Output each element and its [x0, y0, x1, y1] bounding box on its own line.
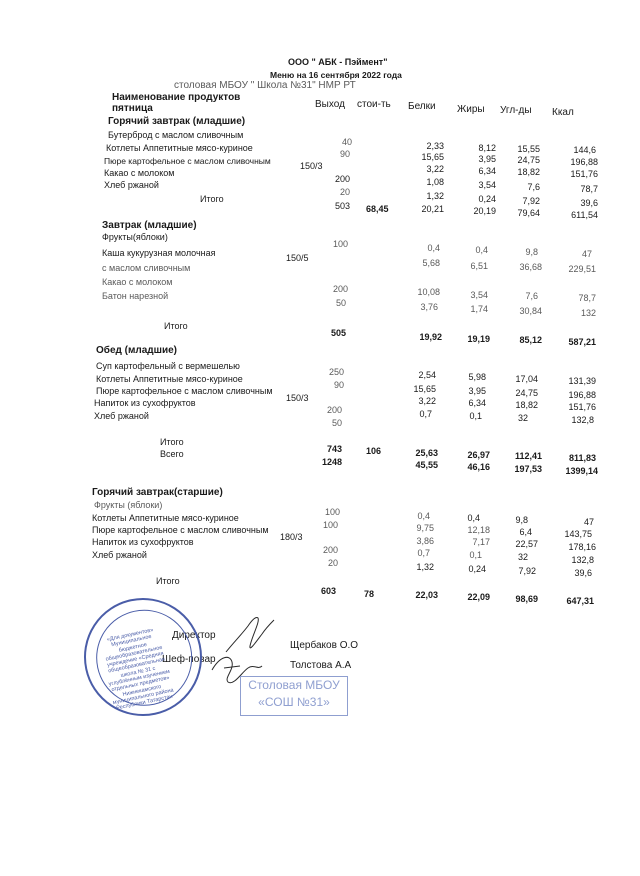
dish-carbs: 18,82	[515, 400, 538, 410]
dish-protein: 3,22	[426, 164, 444, 174]
school-name: столовая МБОУ " Школа №31" НМР РТ	[174, 80, 356, 91]
dish-protein: 0,4	[427, 243, 440, 253]
col-output-header: Выход	[315, 99, 345, 110]
dish-name: Хлеб ржаной	[94, 411, 149, 421]
dish-fat: 3,95	[478, 154, 496, 164]
dish-fat: 3,95	[468, 386, 486, 396]
dish-name: Пюре картофельное с маслом сливочным	[92, 525, 269, 535]
dish-fat: 6,51	[470, 261, 488, 271]
dish-carbs: 9,8	[525, 247, 538, 257]
total-cost: 68,45	[366, 204, 389, 214]
total-output: 743	[326, 444, 342, 454]
total-cost: 106	[366, 446, 382, 456]
total-kcal: 611,54	[571, 210, 598, 220]
total-kcal: 587,21	[568, 337, 596, 347]
dish-output: 250	[328, 367, 344, 377]
dish-protein: 2,54	[418, 370, 436, 380]
dish-kcal: 39,6	[580, 198, 598, 208]
dish-name: Пюре картофельное с маслом сливочным	[96, 386, 273, 396]
dish-protein: 1,08	[426, 177, 444, 187]
canteen-stamp	[240, 676, 348, 716]
dish-kcal: 47	[583, 517, 594, 527]
chef-label: Шеф-повар	[162, 654, 216, 665]
dish-carbs: 17,04	[515, 374, 538, 384]
section-title: Горячий завтрак (младшие)	[108, 116, 246, 127]
total-protein: 19,92	[419, 332, 442, 342]
total-protein: 20,21	[421, 204, 444, 214]
dish-carbs: 22,57	[515, 539, 538, 549]
dish-protein: 0,4	[417, 511, 430, 521]
dish-output: 100	[332, 239, 348, 249]
dish-kcal: 229,51	[568, 264, 596, 274]
dish-name: Хлеб ржаной	[92, 550, 147, 560]
chef-name: Толстова А.А	[290, 660, 352, 671]
dish-kcal: 78,7	[578, 293, 596, 303]
dish-protein: 1,32	[416, 562, 434, 572]
dish-output: 90	[339, 149, 350, 159]
dish-output: 100	[324, 507, 340, 517]
dish-kcal: 132	[580, 308, 596, 318]
dish-carbs: 6,4	[519, 527, 532, 537]
dish-protein: 15,65	[413, 384, 436, 394]
org-name: ООО " АБК - Пэймент"	[288, 57, 388, 67]
grand-total-output: 1248	[321, 457, 342, 467]
dish-carbs: 7,6	[527, 182, 540, 192]
section-title: Завтрак (младшие)	[102, 220, 197, 231]
section-title: Обед (младшие)	[96, 345, 178, 356]
dish-kcal: 143,75	[564, 529, 592, 539]
total-carbs: 98,69	[515, 594, 538, 604]
dish-fat: 7,17	[472, 537, 490, 547]
dish-output: 50	[335, 298, 346, 308]
total-fat: 22,09	[467, 592, 490, 602]
dish-output: 200	[334, 174, 350, 184]
dish-protein: 1,32	[426, 191, 444, 201]
director-label: Директор	[172, 630, 216, 641]
dish-name: Каша кукурузная молочная	[102, 248, 216, 258]
dish-carbs: 30,84	[519, 306, 542, 316]
dish-carbs: 7,92	[518, 566, 536, 576]
col-name-header: Наименование продуктов	[112, 92, 241, 103]
dish-fat: 0,1	[469, 550, 482, 560]
total-fat: 20,19	[473, 206, 496, 216]
dish-output: 50	[331, 418, 342, 428]
dish-protein: 2,33	[426, 141, 444, 151]
dish-output: 40	[341, 137, 352, 147]
grand-total-protein: 45,55	[415, 460, 438, 470]
dish-name: Напиток из сухофруктов	[94, 398, 196, 408]
dish-fat: 3,54	[478, 180, 496, 190]
dish-fat: 12,18	[467, 525, 490, 535]
dish-carbs: 32	[517, 413, 528, 423]
dish-carbs: 9,8	[515, 515, 528, 525]
dish-carbs: 32	[517, 552, 528, 562]
dish-output: 200	[326, 405, 342, 415]
dish-carbs: 18,82	[517, 167, 540, 177]
stamp-text: «Для документов» Муниципальное бюджетное общеобразовательное учреждение «Средняя общеобразовательная школа № 31 с углублённым изучением отдельных предметов» Нижнекамского муниципального района Республики Татарстан	[105, 627, 175, 712]
total-cost: 78	[364, 589, 375, 599]
col-kcal-header: Ккал	[552, 107, 574, 118]
dish-output: 200	[322, 545, 338, 555]
dish-output: 200	[332, 284, 348, 294]
canteen-stamp-line1: Столовая МБОУ	[248, 678, 340, 692]
dish-name: Пюре картофельное с маслом сливочным	[104, 156, 271, 166]
dish-output: 20	[339, 187, 350, 197]
dish-kcal: 196,88	[570, 157, 598, 167]
total-output: 505	[330, 328, 346, 338]
school-round-stamp	[73, 587, 213, 727]
dish-protein: 5,68	[422, 258, 440, 268]
dish-fat: 8,12	[478, 143, 496, 153]
dish-fat: 6,34	[478, 166, 496, 176]
total-output: 503	[334, 201, 350, 211]
total-label: Итого	[200, 194, 224, 204]
dish-protein: 3,76	[420, 302, 438, 312]
col-protein-header: Белки	[408, 101, 436, 112]
dish-name: с маслом сливочным	[102, 263, 191, 273]
dish-kcal: 178,16	[568, 542, 596, 552]
total-protein: 22,03	[415, 590, 438, 600]
total-output: 603	[320, 586, 336, 596]
dish-output: 20	[327, 558, 338, 568]
grand-total-fat: 46,16	[467, 462, 490, 472]
dish-kcal: 151,76	[568, 402, 596, 412]
dish-name: Бутерброд с маслом сливочным	[108, 130, 244, 140]
total-fat: 26,97	[467, 450, 490, 460]
section-title: Горячий завтрак(старшие)	[92, 487, 223, 498]
dish-kcal: 196,88	[568, 390, 596, 400]
dish-kcal: 144,6	[573, 145, 596, 155]
dish-name: Батон нарезной	[102, 291, 169, 301]
total-protein: 25,63	[415, 448, 438, 458]
dish-carbs: 7,92	[522, 196, 540, 206]
grand-total-carbs: 197,53	[514, 464, 542, 474]
dish-kcal: 151,76	[570, 169, 598, 179]
dish-name: Какао с молоком	[102, 277, 173, 287]
menu-date: Меню на 16 сентября 2022 года	[270, 70, 402, 80]
total-label: Итого	[156, 576, 180, 586]
dish-name: Котлеты Аппетитные мясо-куриное	[106, 143, 253, 153]
dish-kcal: 39,6	[574, 568, 592, 578]
total-fat: 19,19	[467, 334, 490, 344]
dish-protein: 15,65	[421, 152, 444, 162]
total-label: Итого	[164, 321, 188, 331]
dish-protein: 3,22	[418, 396, 436, 406]
grand-total-label: Всего	[160, 449, 184, 459]
dish-output: 90	[333, 380, 344, 390]
total-kcal: 647,31	[566, 596, 594, 606]
dish-output: 150/3	[300, 161, 323, 171]
dish-kcal: 132,8	[571, 415, 594, 425]
dish-kcal: 47	[581, 249, 592, 259]
dish-name: Хлеб ржаной	[104, 180, 159, 190]
col-day-header: пятница	[112, 103, 153, 114]
dish-fat: 5,98	[468, 372, 486, 382]
dish-fat: 1,74	[470, 304, 488, 314]
dish-fat: 0,24	[478, 194, 496, 204]
dish-fat: 0,4	[467, 513, 480, 523]
dish-protein: 0,7	[417, 548, 430, 558]
dish-output: 150/5	[286, 253, 309, 263]
dish-protein: 9,75	[416, 523, 434, 533]
canteen-stamp-line2: «СОШ №31»	[258, 695, 330, 709]
dish-carbs: 15,55	[517, 144, 540, 154]
dish-carbs: 24,75	[515, 388, 538, 398]
dish-output: 180/3	[280, 532, 303, 542]
dish-carbs: 24,75	[517, 155, 540, 165]
dish-name: Какао с молоком	[104, 168, 175, 178]
dish-kcal: 132,8	[571, 555, 594, 565]
dish-carbs: 36,68	[519, 262, 542, 272]
col-cost-header: стои-ть	[357, 99, 391, 110]
dish-name: Напиток из сухофруктов	[92, 537, 194, 547]
col-fat-header: Жиры	[457, 104, 485, 115]
director-name: Щербаков О.О	[290, 640, 359, 651]
dish-fat: 3,54	[470, 290, 488, 300]
dish-fat: 0,1	[469, 411, 482, 421]
dish-protein: 0,7	[419, 409, 432, 419]
dish-kcal: 78,7	[580, 184, 598, 194]
dish-carbs: 7,6	[525, 291, 538, 301]
total-carbs: 79,64	[517, 208, 540, 218]
dish-name: Фрукты(яблоки)	[102, 232, 168, 242]
dish-kcal: 131,39	[568, 376, 596, 386]
dish-protein: 3,86	[416, 536, 434, 546]
dish-fat: 0,24	[468, 564, 486, 574]
dish-name: Суп картофельный с вермешелью	[96, 361, 240, 371]
dish-fat: 6,34	[468, 398, 486, 408]
col-carbs-header: Угл-ды	[500, 105, 532, 116]
dish-protein: 10,08	[417, 287, 440, 297]
total-label: Итого	[160, 437, 184, 447]
dish-fat: 0,4	[475, 245, 488, 255]
dish-name: Котлеты Аппетитные мясо-куриное	[96, 374, 243, 384]
grand-total-kcal: 1399,14	[565, 466, 598, 476]
total-carbs: 85,12	[519, 335, 542, 345]
total-carbs: 112,41	[514, 451, 542, 461]
dish-name: Фрукты (яблоки)	[94, 500, 163, 510]
total-kcal: 811,83	[568, 453, 596, 463]
dish-name: Котлеты Аппетитные мясо-куриное	[92, 513, 239, 523]
dish-output: 100	[322, 520, 338, 530]
dish-output: 150/3	[286, 393, 309, 403]
